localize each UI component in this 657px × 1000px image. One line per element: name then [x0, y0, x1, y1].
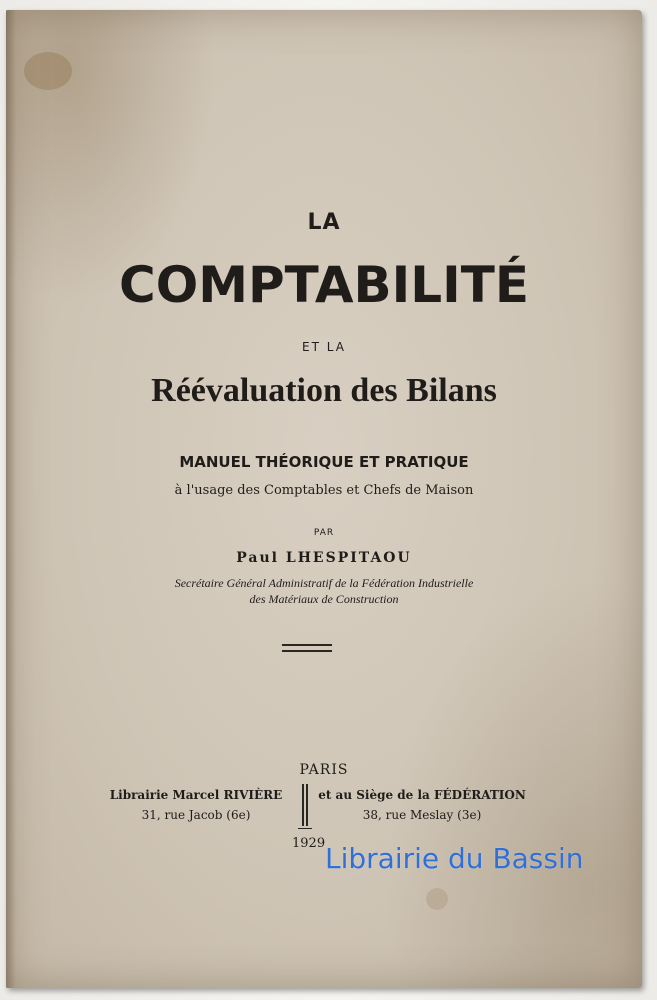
cover-spine-shadow — [6, 10, 16, 988]
publication-year: 1929 — [292, 836, 326, 851]
publisher-right-name: et au Siège de la FÉDÉRATION — [318, 788, 526, 802]
seller-watermark: Librairie du Bassin — [325, 842, 584, 875]
author-role-line1: Secrétaire Général Administratif de la Fédération Industrielle — [174, 576, 474, 590]
title-connector: ET LA — [302, 340, 346, 354]
main-title: COMPTABILITÉ — [119, 256, 529, 314]
publisher-left-address: 31, rue Jacob (6e) — [141, 808, 251, 822]
publication-city: PARIS — [299, 762, 349, 778]
publisher-right-address: 38, rue Meslay (3e) — [362, 808, 482, 822]
subtitle: Réévaluation des Bilans — [151, 372, 497, 409]
by-label: PAR — [313, 528, 335, 538]
title-article: LA — [307, 210, 341, 235]
foxing-stain — [24, 52, 72, 90]
audience-line: à l'usage des Comptables et Chefs de Maison — [174, 483, 474, 498]
publisher-divider-cap — [298, 828, 312, 829]
ornamental-rule-top — [282, 644, 332, 646]
author-name: Paul LHESPITAOU — [236, 550, 412, 566]
publisher-divider — [302, 784, 308, 826]
publisher-left — [96, 785, 296, 825]
author-role-line2: des Matériaux de Construction — [249, 592, 399, 606]
foxing-stain — [426, 888, 448, 910]
book-cover — [6, 10, 642, 988]
publisher-right — [312, 785, 532, 825]
ornamental-rule-bottom — [282, 650, 332, 652]
tagline: MANUEL THÉORIQUE ET PRATIQUE — [179, 453, 469, 471]
publisher-left-name: Librairie Marcel RIVIÈRE — [109, 788, 283, 802]
